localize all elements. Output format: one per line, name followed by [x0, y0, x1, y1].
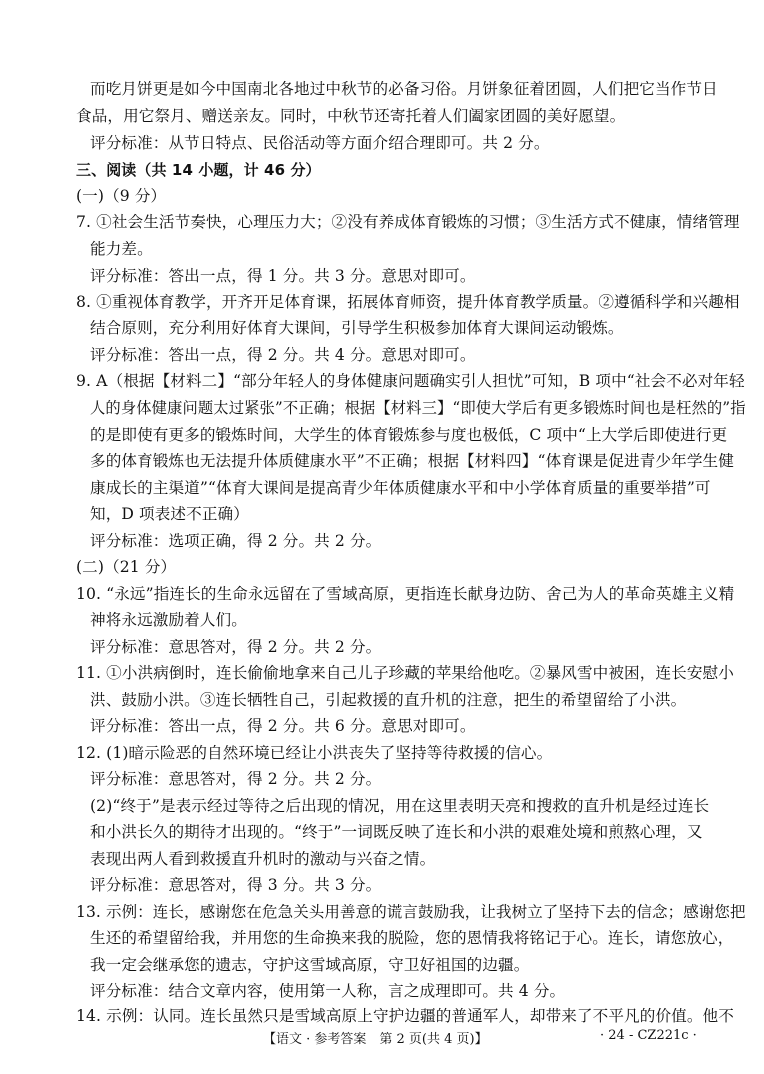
- text-line: 知，D 项表述不正确）: [90, 505, 249, 523]
- question-8: 8. ①重视体育教学，开齐开足体育课，拓展体育师资，提升体育教学质量。②遵循科学和兴趣相: [76, 293, 740, 311]
- text-line: (2)“终于”是表示经过等待之后出现的情况，用在这里表明天亮和搜救的直升机是经过连长: [90, 797, 710, 815]
- scoring-note: 评分标准：意思答对，得 2 分。共 2 分。: [90, 638, 382, 656]
- text-line: 神将永远激励着人们。: [90, 611, 247, 629]
- text-line: 洪、鼓励小洪。③连长牺牲自己，引起救援的直升机的注意，把生的希望留给了小洪。: [90, 691, 687, 709]
- scoring-note: 评分标准：从节日特点、民俗活动等方面介绍合理即可。共 2 分。: [90, 134, 550, 152]
- text-line: 能力差。: [90, 240, 153, 258]
- question-10: 10. “永远”指连长的生命永远留在了雪域高原，更指连长献身边防、舍己为人的革命英雄主义精: [76, 585, 735, 603]
- text-line: 的是即使有更多的锻炼时间，大学生的体育锻炼参与度也极低，C 项中“上大学后即使进行更: [90, 426, 728, 444]
- scoring-note: 评分标准：意思答对，得 3 分。共 3 分。: [90, 876, 382, 894]
- scoring-note: 评分标准：结合文章内容，使用第一人称，言之成理即可。共 4 分。: [90, 982, 566, 1000]
- question-13: 13. 示例：连长，感谢您在危急关头用善意的谎言鼓励我，让我树立了坚持下去的信念；感谢您把: [76, 903, 746, 921]
- page-footer-code: · 24 - CZ221c ·: [600, 1028, 697, 1043]
- text-line: 结合原则，充分利用好体育大课间，引导学生积极参加体育大课间运动锻炼。: [90, 319, 624, 337]
- text-line: 和小洪长久的期待才出现的。“终于”一词既反映了连长和小洪的艰难处境和煎熬心理，又: [90, 823, 703, 841]
- question-7: 7. ①社会生活节奏快，心理压力大；②没有养成体育锻炼的习惯；③生活方式不健康，情绪管理: [76, 213, 740, 231]
- text-line: 我一定会继承您的遗志，守护这雪域高原，守卫好祖国的边疆。: [90, 956, 530, 974]
- text-line: 多的体育锻炼也无法提升体质健康水平”不正确；根据【材料四】“体育课是促进青少年学生健: [90, 452, 734, 470]
- page-footer-label: 【语文 · 参考答案 第 2 页(共 4 页)】: [263, 1032, 488, 1047]
- scoring-note: 评分标准：意思答对，得 2 分。共 2 分。: [90, 770, 382, 788]
- text-line: 食品，用它祭月、赠送亲友。同时，中秋节还寄托着人们阖家团圆的美好愿望。: [76, 107, 626, 125]
- text-line: 表现出两人看到救援直升机时的激动与兴奋之情。: [90, 850, 436, 868]
- text-line: 而吃月饼更是如今中国南北各地过中秋节的必备习俗。月饼象征着团圆，人们把它当作节日: [90, 80, 718, 98]
- text-line: 生还的希望留给我，并用您的生命换来我的脱险，您的恩情我将铭记于心。连长，请您放心，: [90, 929, 734, 947]
- text-line: 康成长的主渠道”“体育大课间是提高青少年体质健康水平和中小学体育质量的重要举措”可: [90, 479, 711, 497]
- question-12: 12. (1)暗示险恶的自然环境已经让小洪丧失了坚持等待救援的信心。: [76, 744, 553, 762]
- section-heading: 三、阅读（共 14 小题，计 46 分）: [76, 161, 321, 179]
- scoring-note: 评分标准：选项正确，得 2 分。共 2 分。: [90, 532, 382, 550]
- text-line: 人的身体健康问题太过紧张”不正确；根据【材料三】“即使大学后有更多锻炼时间也是枉然的”指: [90, 399, 746, 417]
- scoring-note: 评分标准：答出一点，得 2 分。共 6 分。意思对即可。: [90, 717, 476, 735]
- question-14: 14. 示例：认同。连长虽然只是雪域高原上守护边疆的普通军人，却带来了不平凡的价值。他不: [76, 1007, 734, 1025]
- question-9: 9. A（根据【材料二】“部分年轻人的身体健康问题确实引人担忧”可知，B 项中“社会不必对年轻: [76, 372, 745, 390]
- subsection-heading: (一)（9 分）: [76, 187, 167, 205]
- scoring-note: 评分标准：答出一点，得 1 分。共 3 分。意思对即可。: [90, 267, 476, 285]
- scoring-note: 评分标准：答出一点，得 2 分。共 4 分。意思对即可。: [90, 346, 476, 364]
- subsection-heading: (二)（21 分）: [76, 558, 177, 576]
- question-11: 11. ①小洪病倒时，连长偷偷地拿来自己儿子珍藏的苹果给他吃。②暴风雪中被困，连长安慰小: [76, 664, 734, 682]
